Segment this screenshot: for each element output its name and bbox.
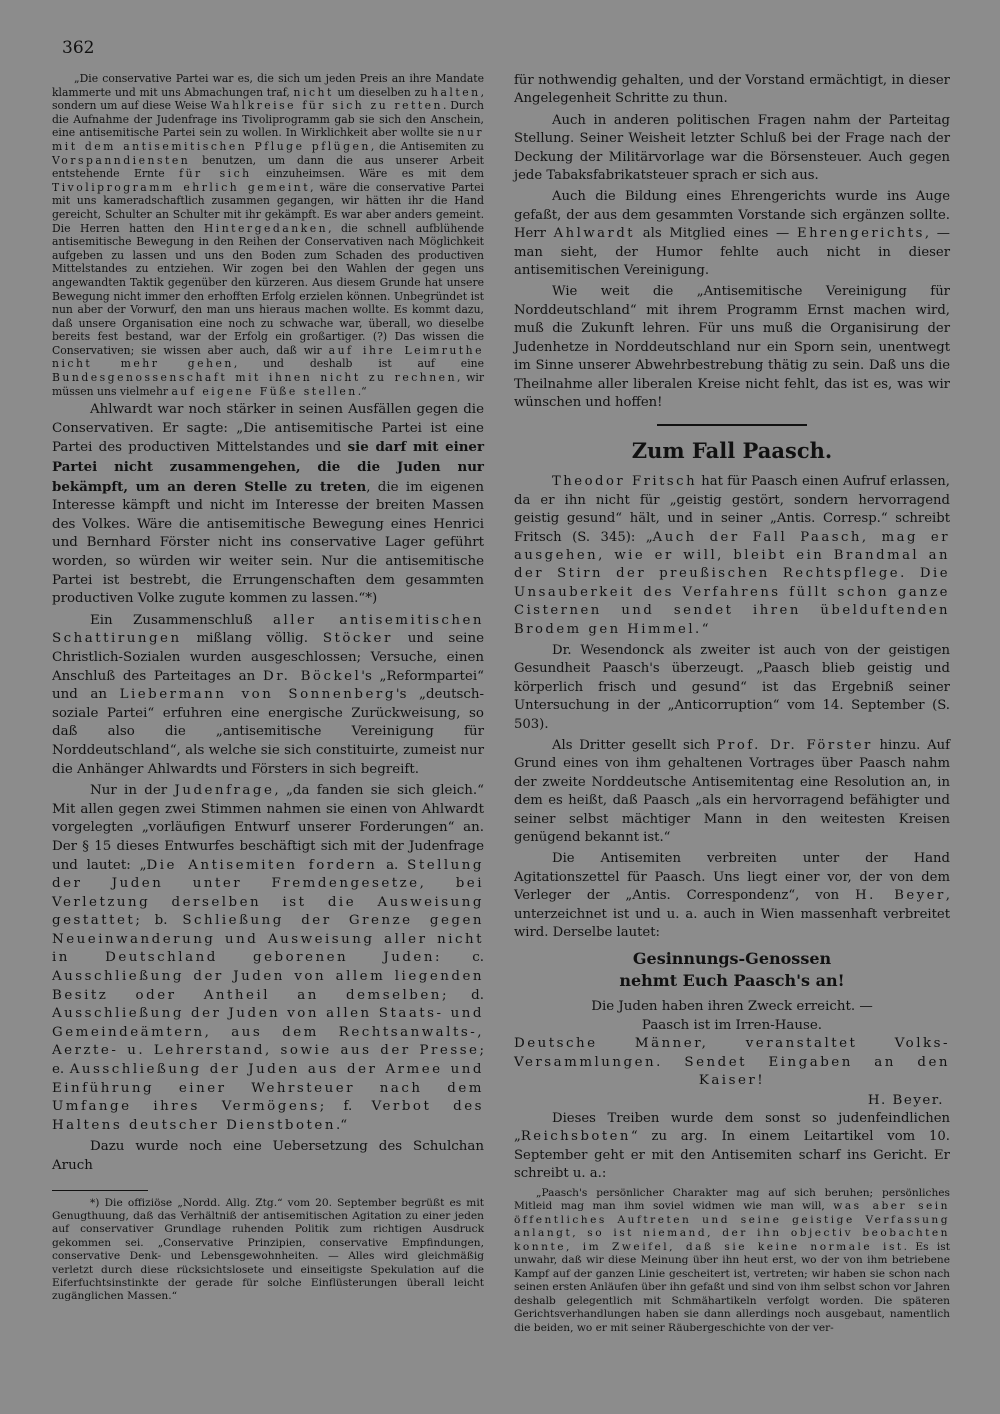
spaced-text: halten bbox=[431, 85, 481, 99]
leaflet-line-3: Deutsche Männer, veranstaltet Volks-Versammlungen. Sendet Eingaben an den Kaiser! bbox=[514, 1036, 950, 1089]
right-continuation: für nothwendig gehalten, und der Vorstand ermächtigt, in dieser Angelegenheit Schritte zu thun. bbox=[514, 73, 950, 107]
leaflet-title-line-2: nehmt Euch Paasch's an! bbox=[619, 971, 845, 991]
right-paragraph-4 bbox=[514, 473, 950, 639]
text-run: “ bbox=[701, 621, 709, 637]
leaflet-title bbox=[514, 948, 950, 992]
spaced-text: Stellung der Juden unter Fremdengesetze, bei Verletzung derselben ist die Ausweisung gestattet bbox=[52, 857, 485, 929]
left-paragraph-3 bbox=[52, 782, 484, 1135]
text-run: , wir müssen uns vielmehr bbox=[52, 371, 484, 398]
right-paragraph-3: Wie weit die „Antisemitische Vereinigung für Norddeutschland“ mit ihrem Programm Ernst machen wird, muß die Zukunft lehren. Für uns muß die Organisirung der Judenhetze in Norddeutschland nur ein Sporn sein, unentwegt im Sinne unserer Abwehrbestrebung thätig zu sein. Daß uns die Theilnahme aller liberalen Kreise nicht fehlt, das ist es, was wir wünschen und hoffen! bbox=[514, 284, 950, 410]
text-run: 's „Reformpartei“ und an bbox=[52, 668, 484, 703]
text-run: , wäre die conservative Partei mit uns kameradschaftlich zusammen gegangen, wir hätten ihr die Hand gereicht, Schulter an Schulter mit ihr gekämpft. Es war aber anders gemeint. Die Herren hatten den bbox=[52, 180, 484, 235]
spaced-text: nur mit dem antisemitischen Pfluge pflügen bbox=[52, 126, 484, 153]
text-run: mißlang völlig. bbox=[181, 631, 323, 647]
text-run: Auch die Bildung eines Ehrengerichts wurde ins Auge gefaßt, der aus dem gesammten Vorstande sich ergänzen sollte. Herr bbox=[514, 189, 950, 242]
spaced-text: aller antisemitischen Schattirungen bbox=[52, 612, 484, 647]
spaced-text: Verbot des Haltens deutscher Dienstboten bbox=[52, 1099, 484, 1133]
spaced-text: Die Antisemiten fordern bbox=[146, 857, 378, 873]
spaced-text: Prof. Dr. Förster bbox=[716, 738, 873, 753]
text-run: ; e. bbox=[52, 1043, 484, 1078]
leaflet-title-line-1: Gesinnungs-Genossen bbox=[632, 949, 832, 969]
text-run: , die im eigenen Interesse kämpft und nicht im Interesse der breiten Massen des Volkes. Wäre die antisemitische Bewegung eines Henrici und Bernhard Förster nicht ins conservative Lager geführt worden, so würden wir weiter sein. Nur die antisemitische Partei ist bestrebt, die Errungenschaften dem gesammten productiven Volke zugute kommen zu lassen.“*) bbox=[52, 479, 484, 607]
text-run: Als Dritter gesellt sich bbox=[552, 738, 717, 753]
left-column bbox=[52, 72, 484, 1307]
text-run: Die Antisemiten verbreiten unter der Hand Agitationszettel für Paasch. Uns liegt einer vor, der von dem Verleger der „Antis. Correspondenz“, von bbox=[514, 851, 950, 904]
text-run: Ahlwardt war noch stärker in seinen Ausfällen gegen die Conservativen. Er sagte: „Die antisemitische Partei ist eine Partei des productiven Mittelstandes und bbox=[52, 402, 484, 456]
spaced-text: Ehrengerichts bbox=[796, 226, 925, 242]
text-run: Nur in der bbox=[90, 783, 175, 799]
spaced-text: Schließung der Grenze gegen Neueinwanderung und Ausweisung aller nicht in Deutschland geborenen Juden bbox=[52, 913, 484, 966]
spaced-text: Vorspanndiensten bbox=[52, 153, 191, 167]
spaced-text: Dr. Böckel bbox=[262, 668, 362, 684]
spaced-text: für sich bbox=[179, 167, 252, 181]
text-run: .“ bbox=[335, 1117, 348, 1133]
text-run: einzuheimsen. Wäre es mit dem bbox=[251, 167, 485, 181]
left-paragraph-2 bbox=[52, 612, 484, 779]
text-run: und seine Christlich-Sozialen wurden ausgeschlossen; Versuche, einen Anschluß des Parteitages an bbox=[52, 631, 484, 684]
text-run: Ein Zusammenschluß bbox=[90, 612, 273, 628]
leaflet-line-1: Die Juden haben ihren Zweck erreicht. — bbox=[591, 999, 873, 1015]
spaced-text: Bundesgenossenschaft mit ihnen nicht zu rechnen bbox=[52, 371, 458, 385]
spaced-text: Auch der Fall Paasch, mag er ausgehen, wie er will, bleibt ein Brandmal an der Stirn der preußischen Rechtspflege. Die Unsauberkeit des Verfahrens füllt schon ganze Cisternen und sendet ihren übelduftenden Brodem gen Himmel. bbox=[514, 529, 951, 637]
text-run: . Durch die Aufnahme der Judenfrage ins Tivoliprogramm gab sie sich den Anschein, eine antisemitische Partei sein zu wollen. In Wirklichkeit aber wollte sie bbox=[52, 99, 485, 140]
leaflet-box bbox=[514, 948, 950, 1110]
text-run: ; d. bbox=[441, 987, 484, 1003]
leaflet-line-2: Paasch ist im Irren-Hause. bbox=[641, 1017, 823, 1033]
right-paragraph-2 bbox=[514, 188, 950, 280]
right-paragraph-6 bbox=[514, 737, 950, 847]
text-run: “ zu arg. In einem Leitartikel vom 10. September geht er mit den Antisemiten scharf ins Gericht. Er schreibt u. a.: bbox=[514, 1129, 950, 1182]
right-quote bbox=[514, 1187, 950, 1336]
text-run: als Mitglied eines — bbox=[635, 226, 797, 242]
left-quote bbox=[52, 72, 484, 398]
text-run: , die Antisemiten zu bbox=[370, 139, 484, 153]
spaced-text: Theodor Fritsch bbox=[552, 474, 698, 490]
right-paragraph-8 bbox=[514, 1110, 950, 1184]
spaced-text: Ausschließung der Juden aus der Armee und Einführung einer Wehrsteuer nach dem Umfange ihres Vermögens bbox=[52, 1062, 484, 1115]
text-run: 's „deutsch-soziale Partei“ erfuhren eine energische Zurückweisung, so daß also die „antisemitische Vereinigung für Norddeutschland“, als welche sie sich constituirte, zumeist nur die Anhänger Ahlwardts und Försters in sich begreift. bbox=[52, 687, 484, 777]
leaflet-signature: H. Beyer. bbox=[867, 1092, 944, 1108]
text-run: ; b. bbox=[135, 913, 183, 929]
spaced-text: Hintergedanken bbox=[203, 221, 329, 235]
spaced-text: Liebermann von Sonnenberg bbox=[119, 687, 396, 703]
text-run: , sondern um auf diese Weise bbox=[52, 85, 484, 113]
spaced-text: H. Beyer bbox=[855, 888, 946, 904]
text-run: „Paasch's persönlicher Charakter mag auf sich beruhen; persönliches Mitleid mag man ihm soviel widmen wie man will, bbox=[514, 1186, 950, 1213]
spaced-text: Ahlwardt bbox=[553, 226, 636, 242]
text-run: hinzu. Auf Grund eines von ihm gehaltenen Vortrages über Paasch nahm der zweite Norddeutsche Antisemitentag eine Resolution an, in dem es heißt, daß Paasch „als ein hervorragend befähigter und seiner selbst mächtiger Mann in den weitesten Kreisen genügend bekannt ist.“ bbox=[514, 738, 951, 846]
text-run: Dieses Treiben wurde dem sonst so judenfeindlichen „ bbox=[514, 1110, 950, 1145]
text-run: benutzen, um dann die aus unserer Arbeit entstehende Ernte bbox=[52, 153, 484, 181]
spaced-text: Stöcker bbox=[322, 631, 393, 647]
text-run: a. bbox=[377, 857, 408, 873]
spaced-text: Ausschließung der Juden von allem liegenden Besitz oder Antheil an demselben bbox=[52, 969, 484, 1003]
spaced-text: auf eigene Füße stellen bbox=[171, 384, 358, 398]
right-column bbox=[514, 72, 950, 1338]
text-run: um dieselben zu bbox=[333, 85, 432, 99]
page-number: 362 bbox=[62, 38, 95, 58]
bold-text: sie darf mit einer Partei nicht zusammengehen, die die Juden nur bekämpft, um an deren Stelle zu treten bbox=[52, 439, 485, 495]
text-run: „Die conservative Partei war es, die sich um jeden Preis an ihre Mandate klammerte und mit uns Abmachungen traf, bbox=[52, 72, 484, 99]
spaced-text: Tivoliprogramm ehrlich gemeint bbox=[52, 180, 311, 194]
text-run: . Es ist unwahr, daß wir diese Meinung über ihn heut erst, wo der von ihm betriebene Kampf auf der ganzen Linie gescheitert ist, vertreten; wir haben sie schon nach seinen ersten Anläufen über ihn gefaßt und sind von ihm selbst schon vor Jahren deshalb gelegentlich mit Schmähartikeln verfolgt worden. Die späteren Gerichtsverhandlungen haben sie dann allerdings noch ausgebaut, namentlich die beiden, wo er mit seiner Räubergeschichte von der ver- bbox=[514, 1240, 950, 1334]
spaced-text: Wahlkreise für sich zu retten bbox=[210, 99, 444, 113]
text-run: , „da fanden sie sich gleich.“ Mit allen gegen zwei Stimmen nahmen sie einen von Ahlwardt vorgelegten „vorläufigen Entwurf unserer Forderungen“ an. Der § 15 dieses Entwurfes beschäftigt sich mit der Judenfrage und lautet: „ bbox=[52, 783, 484, 873]
spaced-text: Judenfrage bbox=[174, 783, 275, 799]
text-run: , und deshalb ist auf eine bbox=[233, 357, 484, 371]
right-paragraph-1: Auch in anderen politischen Fragen nahm der Parteitag Stellung. Seiner Weisheit letzter Schluß bei der Frage nach der Deckung der Militärvorlage war die Börsensteuer. Auch gegen jede Tabaksfabrikatsteuer sprach er sich aus. bbox=[514, 112, 950, 184]
text-run: hat für Paasch einen Aufruf erlassen, da er ihn nicht für „geistig gestört, sondern hervorragend geistig gesund“ hält, und in seiner „Antis. Corresp.“ schreibt Fritsch (S. 345): „ bbox=[514, 474, 950, 545]
text-run: .“ bbox=[357, 384, 367, 398]
spaced-text: was aber sein öffentliches Auftreten und seine geistige Verfassung anlangt, so ist niemand, der ihn objectiv beobachten konnte, im Zweifel, daß sie keine normale ist bbox=[514, 1200, 950, 1253]
text-run: : c. bbox=[434, 950, 484, 966]
spaced-text: Ausschließung der Juden von allen Staats- und Gemeindeämtern, aus dem Rechtsanwalts-, Aerzte- u. Lehrerstand, sowie aus der Presse bbox=[52, 1006, 484, 1059]
footnote-rule bbox=[52, 1190, 148, 1191]
text-run: , die schnell aufblühende antisemitische Bewegung in den Reihen der Conservativen nach Möglichkeit aufgeben zu lassen und uns den Boden zum Schaden des productiven Mittelstandes zu entziehen. Wir zogen bei den Wahlen der gegen uns angewandten Taktik gegenüber den kürzeren. Aus diesem Grunde hat unsere Bewegung nicht immer den erhofften Erfolg erzielen können. Unbegründet ist nun aber der Vorwurf, den man uns hieraus machen wollte. Es kommt dazu, daß unsere Organisation eine noch zu schwache war, überall, wo dieselbe bereits fest bestand, war der Erfolg ein großartiger. (?) Das wissen die Conservativen; sie wissen aber auch, daß wir bbox=[52, 221, 485, 357]
section-divider bbox=[657, 424, 807, 426]
text-run: ; f. bbox=[319, 1099, 372, 1115]
text-run: , unterzeichnet ist und u. a. auch in Wien massenhaft verbreitet wird. Derselbe lautet: bbox=[514, 888, 950, 941]
spaced-text: Reichsboten bbox=[520, 1129, 631, 1145]
right-paragraph-7 bbox=[514, 850, 950, 942]
footnote: *) Die offiziöse „Nordd. Allg. Ztg.“ vom 20. September begrüßt es mit Genugthuung, daß das Verhältniß der antisemitischen Agitation zu einer jeden auf conservativer Grundlage ruhenden Politik zum richtigen Ausdruck gekommen sei. „Conservative Prinzipien, conservative Empfindungen, conservative Denk- und Lebensgewohnheiten. — Alles wird gleichmäßig verletzt durch diese rücksichtslosete und einseitigste Spekulation auf die Eiferfuchtsinstinkte der gerade für solche Einflüsterungen überall leicht zugänglichen Massen.“ bbox=[52, 1196, 484, 1303]
spaced-text: auf ihre Leimruthe nicht mehr gehen bbox=[52, 343, 484, 371]
section-heading: Zum Fall Paasch. bbox=[631, 438, 833, 464]
spaced-text: nicht bbox=[293, 85, 334, 99]
right-paragraph-5: Dr. Wesendonck als zweiter ist auch von der geistigen Gesundheit Paasch's überzeugt. „Paasch blieb geistig und körperlich frisch und gesund“ ist das Ergebniß seiner Untersuchung in der „Anticorruption“ vom 14. September (S. 503). bbox=[514, 642, 950, 732]
text-run: , — man sieht, der Humor fehlte auch nicht in dieser antisemitischen Vereinigung. bbox=[514, 226, 950, 279]
left-paragraph-1 bbox=[52, 401, 484, 609]
left-paragraph-4: Dazu wurde noch eine Uebersetzung des Schulchan Aruch bbox=[52, 1139, 484, 1173]
